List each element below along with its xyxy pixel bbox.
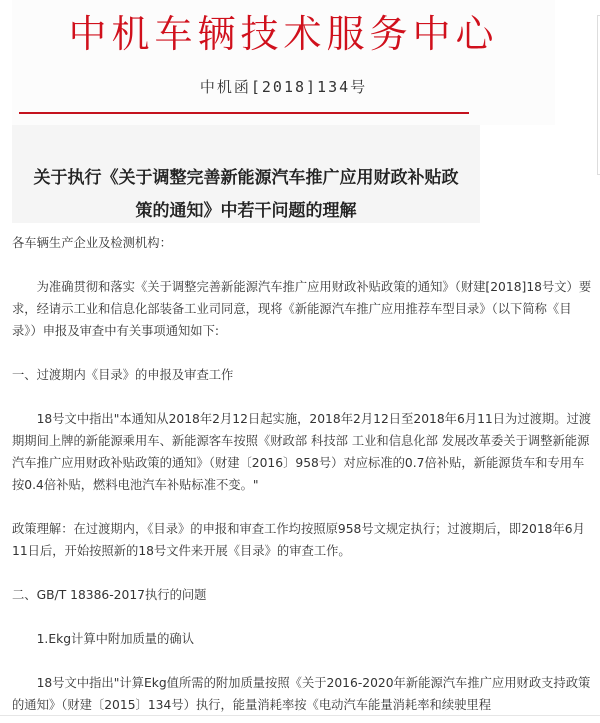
letterhead-divider	[19, 112, 469, 114]
section-1-policy: 政策理解：在过渡期内，《目录》的申报和审查工作均按照原958号文规定执行；过渡期后，即2018年6月11日后，开始按照新的18号文件来开展《目录》的审查工作。	[12, 522, 585, 558]
document-title	[12, 162, 480, 228]
section-1-heading: 一、过渡期内《目录》的申报及审查工作	[12, 368, 234, 382]
page-bottom-divider	[0, 715, 600, 716]
document-number: 中机函[2018]134号	[199, 78, 368, 96]
title-line-1: 关于执行《关于调整完善新能源汽车推广应用财政补贴政	[33, 168, 459, 188]
salutation: 各车辆生产企业及检测机构：	[12, 236, 172, 250]
organization-name: 中机车辆技术服务中心	[68, 12, 499, 56]
letterhead	[12, 0, 555, 125]
section-2-subheading: 1.Ekg计算中附加质量的确认	[36, 632, 194, 646]
section-1-quote: 18号文中指出"本通知从2018年2月12日起实施，2018年2月12日至2018年6月11日为过渡期。过渡期期间上牌的新能源乘用车、新能源客车按照《财政部 科技部 工业和信息化部 发展改革委关于调整新能源汽车推广应用财政补贴政策的通知》（财建〔2016〕958号）对应标准的0.7倍补贴，新能源货车和专用车按0.4倍补贴，燃料电池汽车补贴标准不变。"	[12, 412, 592, 492]
intro-paragraph: 为准确贯彻和落实《关于调整完善新能源汽车推广应用财政补贴政策的通知》（财建[2018]18号文）要求，经请示工业和信息化部装备工业司同意，现将《新能源汽车推广应用推荐车型目录》（以下简称《目录》）申报及审查中有关事项通知如下:	[12, 280, 592, 338]
title-box	[12, 125, 480, 223]
document-body	[12, 232, 596, 716]
section-2-quote: 18号文中指出"计算Ekg值所需的附加质量按照《关于2016-2020年新能源汽车推广应用财政支持政策的通知》（财建〔2015〕134号）执行，能量消耗率按《电动汽车能量消耗率和续驶里程	[12, 676, 591, 712]
title-line-2: 策的通知》中若干问题的理解	[135, 201, 357, 221]
section-2-heading: 二、GB/T 18386-2017执行的问题	[12, 588, 207, 602]
